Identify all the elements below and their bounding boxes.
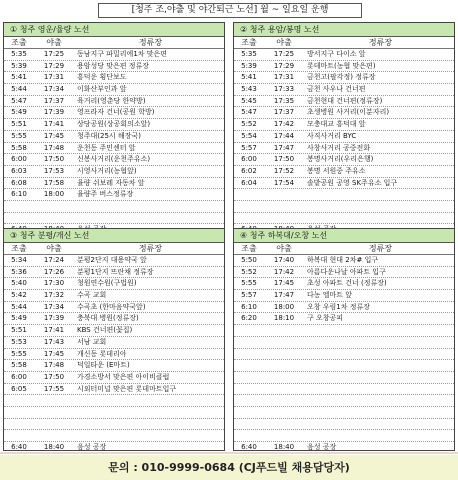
night-time: 17:48	[43, 361, 65, 370]
stop-name: 봉명사거리(우리은행)	[307, 155, 374, 164]
depart-time: 5:55	[11, 131, 27, 140]
header-stop: 정류장	[138, 244, 163, 253]
stop-name: 청주대(25시 해장국)	[77, 131, 141, 140]
depart-time: 5:34	[11, 256, 27, 264]
schedule-row	[234, 166, 454, 178]
stop-name: 사창사거리 공중전화	[307, 143, 371, 152]
night-time: 17:35	[273, 96, 295, 105]
header-stop: 정류장	[138, 38, 163, 47]
night-time: 17:24	[43, 256, 65, 264]
empty-row	[4, 201, 224, 213]
column-header	[4, 243, 224, 255]
depart-time: 5:52	[241, 120, 257, 129]
night-time: 17:53	[43, 166, 65, 175]
header-depart: 조출	[241, 38, 257, 47]
night-time: 17:52	[273, 166, 295, 175]
header-stop: 정류장	[368, 38, 393, 47]
route-panel-1	[3, 22, 225, 230]
schedule-row	[4, 349, 224, 361]
night-time: 17:48	[43, 143, 65, 152]
schedule-row	[234, 178, 454, 190]
night-time: 17:50	[43, 372, 65, 381]
empty-row	[234, 325, 454, 337]
night-time: 17:44	[273, 131, 295, 140]
schedule-row	[234, 313, 454, 325]
stop-name: 수곡초 (한마음약국앞)	[77, 302, 146, 311]
stop-name: 청원연수원(구법원)	[77, 279, 137, 288]
empty-row	[234, 349, 454, 361]
column-header	[234, 243, 454, 255]
depart-time: 5:58	[11, 143, 27, 152]
depart-time: 5:41	[241, 73, 257, 82]
schedule-row	[4, 166, 224, 178]
depart-time: 5:39	[241, 61, 257, 70]
header-night: 야출	[276, 244, 292, 253]
stop-name: 용암성당 맞은편 정류장	[77, 61, 150, 70]
depart-time: 5:41	[11, 73, 27, 82]
schedule-row	[4, 302, 224, 314]
depart-time: 6:20	[241, 314, 257, 323]
night-time: 17:39	[43, 314, 65, 323]
schedule-row	[4, 72, 224, 84]
schedule-row	[234, 84, 454, 96]
schedule-row	[234, 96, 454, 108]
night-time: 17:29	[273, 61, 295, 70]
schedule-row	[4, 372, 224, 384]
schedule-row	[234, 49, 454, 61]
night-time: 17:50	[43, 155, 65, 164]
depart-time: 5:40	[11, 279, 27, 288]
schedule-row	[4, 290, 224, 302]
depart-time: 6:00	[241, 155, 257, 164]
stop-name: 금천현대 건너편(정류장)	[307, 96, 383, 105]
route-rows	[234, 255, 454, 453]
schedule-row	[4, 278, 224, 290]
night-time: 17:50	[273, 155, 295, 164]
stop-name: 이화산부인과 앞	[77, 85, 127, 94]
depart-time: 6:10	[241, 302, 257, 311]
stop-name: 시영사거리(농협앞)	[77, 166, 137, 175]
night-time: 17:45	[43, 349, 65, 358]
schedule-row	[234, 154, 454, 166]
schedule-row	[234, 143, 454, 155]
night-time: 17:55	[43, 384, 65, 393]
schedule-row	[4, 267, 224, 279]
stop-name: 서남 교회	[77, 337, 107, 346]
stop-name: 구 오창공피	[307, 314, 344, 323]
night-time: 17:41	[43, 326, 65, 335]
night-time: 17:43	[43, 337, 65, 346]
empty-row	[4, 407, 224, 419]
night-time: 17:42	[273, 267, 295, 276]
depart-time: 5:49	[11, 108, 27, 117]
stop-name: 사직사거리 BYC	[307, 131, 357, 140]
empty-row	[234, 419, 454, 431]
column-header	[4, 37, 224, 49]
stop-name: 롯데마트(농협 맞은편)	[307, 61, 376, 70]
footer-divider	[0, 452, 458, 454]
schedule-row	[234, 61, 454, 73]
depart-time: 5:53	[11, 337, 27, 346]
empty-row	[234, 372, 454, 384]
stop-name: 초성 아파트 건너 (정류장)	[307, 279, 387, 288]
column-header	[234, 37, 454, 49]
schedule-row	[234, 290, 454, 302]
depart-time: 5:44	[11, 302, 27, 311]
stop-name: KBS 건너편(꽃집)	[77, 326, 133, 335]
stop-name: 음성 공장	[307, 443, 337, 451]
depart-time: 5:45	[241, 96, 257, 105]
header-night: 야출	[46, 38, 62, 47]
depart-time: 6:40	[11, 443, 27, 451]
night-time: 17:45	[43, 131, 65, 140]
header-depart: 조출	[11, 38, 27, 47]
stop-name: 하복대 현대 2차# 입구	[307, 256, 379, 264]
schedule-row	[4, 325, 224, 337]
stop-name: 율량주 버스정류장	[77, 190, 134, 199]
depart-time: 5:55	[241, 279, 257, 288]
stop-name: 충북대 병원(정류장)	[77, 314, 139, 323]
depart-time: 6:10	[11, 190, 27, 199]
depart-time: 5:51	[11, 326, 27, 335]
empty-row	[4, 430, 224, 442]
depart-time: 5:35	[241, 50, 257, 58]
night-time: 18:40	[43, 443, 65, 451]
schedule-row	[4, 154, 224, 166]
depart-time: 5:51	[11, 120, 27, 129]
depart-time: 5:47	[11, 96, 27, 105]
depart-time: 5:36	[11, 267, 27, 276]
stop-name: 오창 우림1차 정류장	[307, 302, 370, 311]
depart-time: 6:00	[11, 155, 27, 164]
stop-name: 방서지구 다이소 앞	[307, 50, 366, 58]
empty-row	[234, 407, 454, 419]
schedule-row	[4, 61, 224, 73]
schedule-row	[4, 313, 224, 325]
depart-time: 6:02	[241, 166, 257, 175]
night-time: 17:25	[43, 50, 65, 58]
route-panel-4	[233, 228, 455, 451]
night-time: 17:34	[43, 302, 65, 311]
empty-row	[234, 189, 454, 201]
header-depart: 조출	[241, 244, 257, 253]
stop-name: 솔밭공원 공영 SK주유소 입구	[307, 178, 398, 187]
night-time: 17:47	[273, 143, 295, 152]
stop-name: 덕일타운 (E마트)	[77, 361, 130, 370]
stop-name: 개신동 롯데리아	[77, 349, 127, 358]
empty-row	[234, 430, 454, 442]
schedule-row	[4, 107, 224, 119]
route-title: ② 청주 용암/봉명 노선	[234, 23, 454, 37]
schedule-row	[4, 84, 224, 96]
night-time: 17:32	[43, 291, 65, 300]
stop-name: 가경소방서 맞은편 아이비클럽	[77, 372, 170, 381]
depart-time: 5:49	[11, 314, 27, 323]
night-time: 17:58	[43, 178, 65, 187]
stop-name: 다농 엘마트 앞	[307, 291, 353, 300]
night-time: 18:00	[43, 190, 65, 199]
schedule-row	[4, 178, 224, 190]
night-time: 17:31	[43, 73, 65, 82]
night-time: 18:40	[273, 443, 295, 451]
stop-name: 운천동 주민센터 앞	[77, 143, 136, 152]
stop-name: 아름다운나날 아파트 입구	[307, 267, 386, 276]
empty-row	[4, 395, 224, 407]
stop-name: 봉명 서원중 주유소	[307, 166, 366, 175]
night-time: 17:54	[273, 178, 295, 187]
route-title: ③ 청주 분평/개신 노선	[4, 229, 224, 243]
route-panel-3	[3, 228, 225, 451]
route-title: ① 청주 영운/율량 노선	[4, 23, 224, 37]
stop-name: 흥덕운 횡단보도	[77, 73, 127, 82]
schedule-title: [청주 조,야출 및 야간퇴근 노선] 월 ~ 일요일 운행	[98, 3, 362, 18]
route-rows	[4, 255, 224, 453]
night-time: 17:47	[273, 291, 295, 300]
night-time: 18:10	[273, 314, 295, 323]
stop-name: 분평1단지 뜨란채 정류장	[77, 267, 154, 276]
empty-row	[234, 384, 454, 396]
stop-name: 동남지구 파밀리에1차 맞은편	[77, 50, 168, 58]
stop-name: 시외터미널 맞은편 롯데마트입구	[77, 384, 177, 393]
depart-time: 5:42	[11, 291, 27, 300]
depart-time: 5:47	[241, 108, 257, 117]
schedule-row	[4, 96, 224, 108]
depart-time: 5:52	[241, 267, 257, 276]
empty-row	[234, 395, 454, 407]
depart-time: 5:50	[241, 256, 257, 264]
night-time: 17:34	[43, 85, 65, 94]
depart-time: 6:40	[241, 443, 257, 451]
schedule-row	[4, 119, 224, 131]
night-time: 17:39	[43, 108, 65, 117]
schedule-row	[4, 143, 224, 155]
stop-name: 상당공원(상공회의소앞)	[77, 120, 151, 129]
schedule-row	[4, 337, 224, 349]
night-time: 18:00	[273, 302, 295, 311]
stop-name: 금천 사우나 건너편	[307, 85, 366, 94]
stop-name: 영프라자 건너(공원 학방)	[77, 108, 155, 117]
night-time: 17:37	[43, 96, 65, 105]
stop-name: 수곡 교회	[77, 291, 107, 300]
empty-row	[234, 201, 454, 213]
depart-time: 6:03	[11, 166, 27, 175]
night-time: 17:40	[273, 256, 295, 264]
night-time: 17:42	[273, 120, 295, 129]
depart-time: 5:58	[11, 361, 27, 370]
schedule-row	[234, 119, 454, 131]
night-time: 17:37	[273, 108, 295, 117]
header-night: 야출	[276, 38, 292, 47]
night-time: 17:45	[273, 279, 295, 288]
depart-time: 5:54	[241, 131, 257, 140]
empty-row	[234, 337, 454, 349]
route-title: ④ 청주 하복대/오창 노선	[234, 229, 454, 243]
night-time: 17:41	[43, 120, 65, 129]
schedule-row	[4, 189, 224, 201]
stop-name: 신봉사거리(운천주유소)	[77, 155, 151, 164]
route-panel-2	[233, 22, 455, 230]
header-stop: 정류장	[368, 244, 393, 253]
empty-row	[4, 419, 224, 431]
schedule-row	[234, 72, 454, 84]
stop-name: 초생병원 사거리(이분자리)	[307, 108, 390, 117]
depart-time: 6:08	[11, 178, 27, 187]
stop-name: 율량 쉬보레 자동차 앞	[77, 178, 145, 187]
depart-time: 6:00	[11, 372, 27, 381]
depart-time: 5:44	[11, 85, 27, 94]
route-rows	[234, 49, 454, 235]
night-time: 17:25	[273, 50, 295, 58]
depart-time: 5:57	[241, 291, 257, 300]
schedule-row	[4, 131, 224, 143]
depart-time: 5:39	[11, 61, 27, 70]
schedule-row	[234, 107, 454, 119]
night-time: 17:30	[43, 279, 65, 288]
empty-row	[4, 213, 224, 225]
stop-name: 육거리(영춘당 한약방)	[77, 96, 146, 105]
contact-info: 문의 : 010-9999-0684 (CJ푸드빌 채용담당자)	[0, 455, 458, 480]
night-time: 17:26	[43, 267, 65, 276]
depart-time: 5:55	[11, 349, 27, 358]
schedule-row	[234, 278, 454, 290]
header-night: 야출	[46, 244, 62, 253]
schedule-row	[234, 131, 454, 143]
depart-time: 5:35	[11, 50, 27, 58]
route-rows	[4, 49, 224, 235]
schedule-row	[4, 360, 224, 372]
schedule-row	[234, 302, 454, 314]
night-time: 17:31	[273, 73, 295, 82]
empty-row	[234, 213, 454, 225]
depart-time: 6:04	[241, 178, 257, 187]
depart-time: 5:43	[241, 85, 257, 94]
night-time: 17:33	[273, 85, 295, 94]
schedule-row	[234, 255, 454, 267]
depart-time: 5:57	[241, 143, 257, 152]
stop-name: 분평2단지 대용약국 앞	[77, 256, 147, 264]
stop-name: 금천고(팔각정) 정류장	[307, 73, 376, 82]
depart-time: 6:05	[11, 384, 27, 393]
schedule-row	[4, 49, 224, 61]
header-depart: 조출	[11, 244, 27, 253]
stop-name: 모충대교 흥덕대 앞	[307, 120, 366, 129]
empty-row	[234, 360, 454, 372]
schedule-row	[4, 255, 224, 267]
night-time: 17:29	[43, 61, 65, 70]
schedule-row	[4, 384, 224, 396]
schedule-row	[234, 267, 454, 279]
stop-name: 음성 공장	[77, 443, 107, 451]
